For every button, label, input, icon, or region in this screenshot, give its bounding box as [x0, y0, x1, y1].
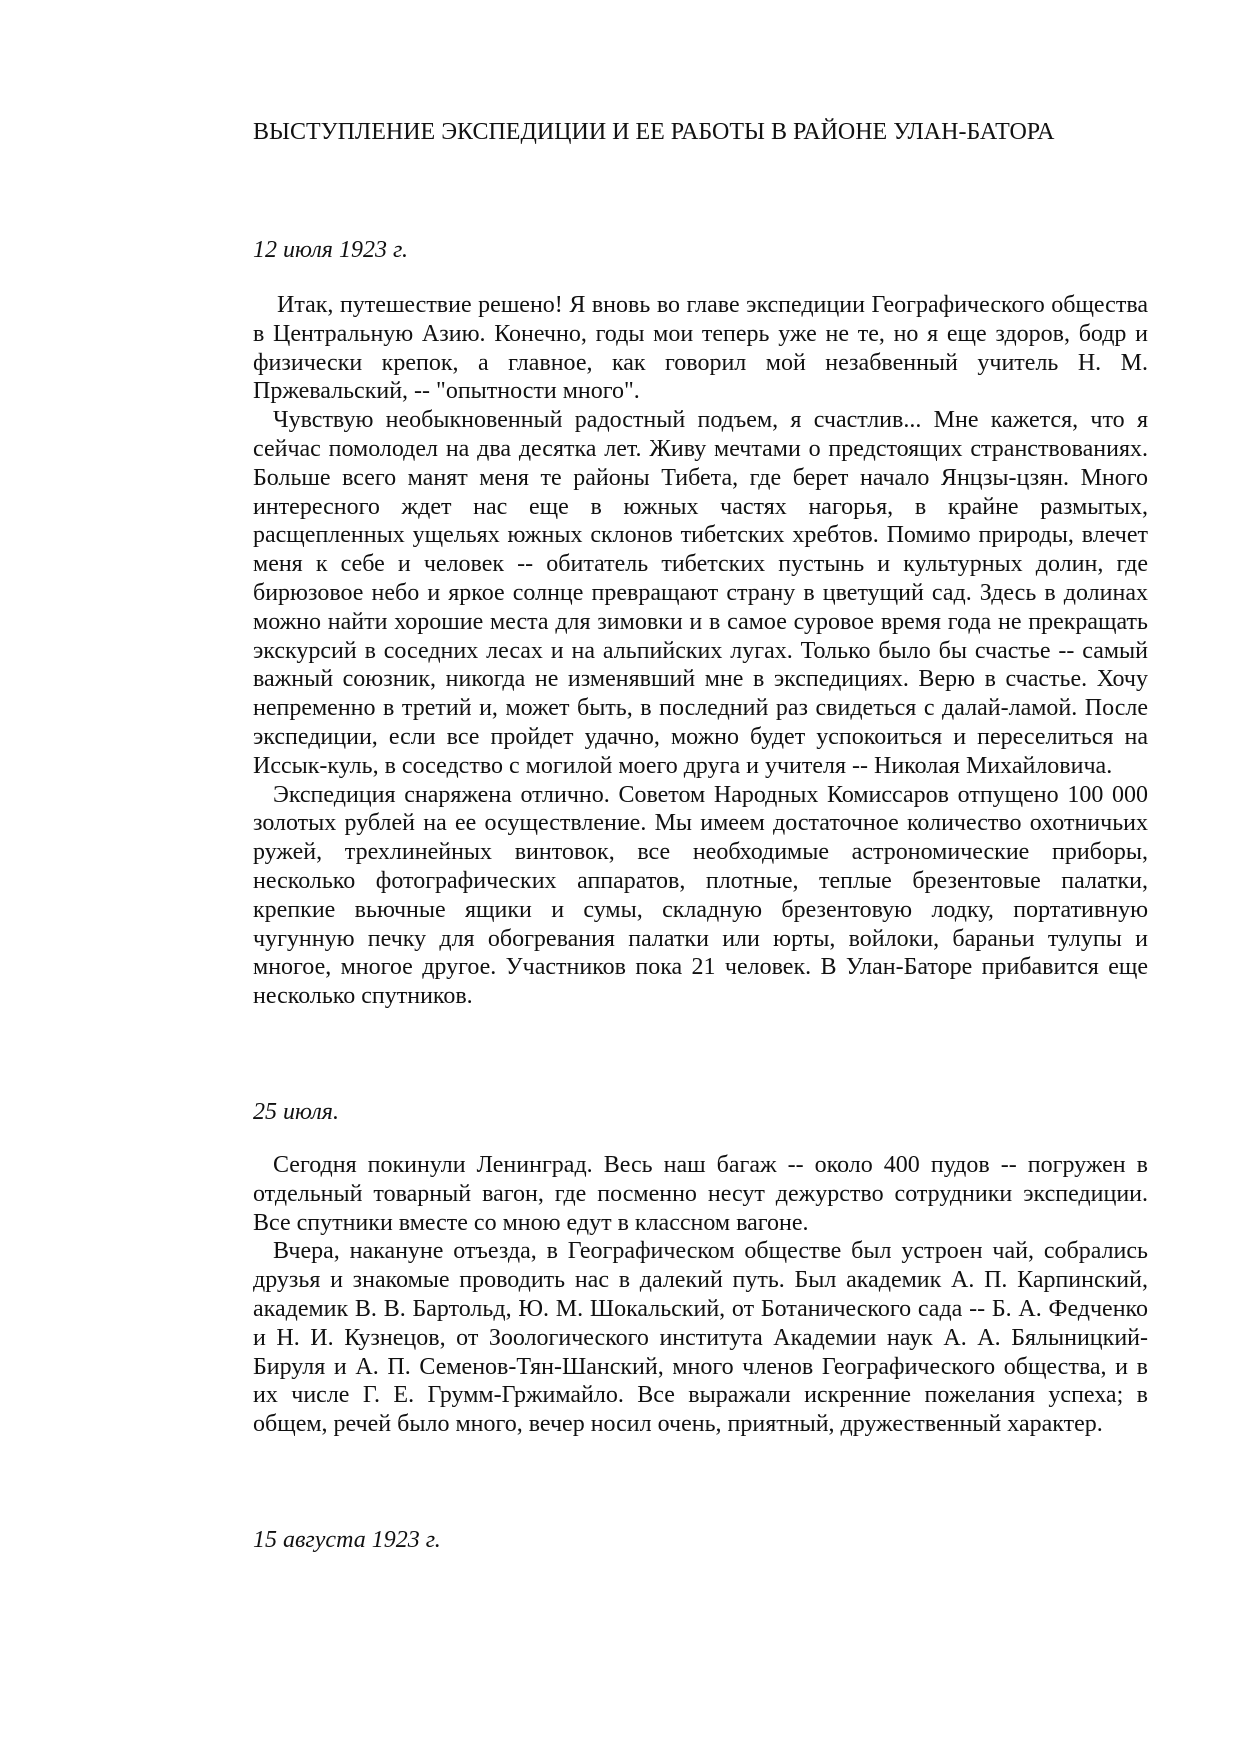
paragraph: Итак, путешествие решено! Я вновь во главе экспедиции Географического общества в Центральную Азию. Конечно, годы мои теперь уже не те, но я еще здоров, бодр и физически крепок, а главное, как говорил мой незабвенный учитель Н. М. Пржевальский, -- "опытности много".: [253, 292, 1148, 405]
paragraph: Сегодня покинули Ленинград. Весь наш багаж -- около 400 пудов -- погружен в отдельный товарный вагон, где посменно несут дежурство сотрудники экспедиции. Все спутники вместе со мною едут в классном вагоне.: [253, 1152, 1148, 1236]
paragraph: Экспедиция снаряжена отлично. Советом Народных Комиссаров отпущено 100 000 золотых рублей на ее осуществление. Мы имеем достаточное количество охотничьих ружей, трехлинейных винтовок, все необходимые астрономические приборы, несколько фотографических аппаратов, плотные, теплые брезентовые палатки, крепкие вьючные ящики и сумы, складную брезентовую лодку, портативную чугунную печку для обогревания палатки или юрты, войлоки, бараньи тулупы и многое, многое другое. Участников пока 21 человек. В Улан-Баторе прибавится еще несколько спутников.: [253, 781, 1148, 1010]
paragraph: Вчера, накануне отъезда, в Географическом обществе был устроен чай, собрались друзья и знакомые проводить нас в далекий путь. Был академик А. П. Карпинский, академик В. В. Бартольд, Ю. М. Шокальский, от Ботанического сада -- Б. А. Федченко и Н. И. Кузнецов, от Зоологического института Академии наук А. А. Бялыницкий-Бируля и А. П. Семенов-Тян-Шанский, много членов Географического общества, и в их числе Г. Е. Грумм-Гржимайло. Все выражали искренние пожелания успеха; в общем, речей было много, вечер носил очень, приятный, дружественный характер.: [253, 1238, 1148, 1438]
paragraph: Чувствую необыкновенный радостный подъем, я счастлив... Мне кажется, что я сейчас помолодел на два десятка лет. Живу мечтами о предстоящих странствованиях. Больше всего манят меня те районы Тибета, где берет начало Янцзы-цзян. Много интересного ждет нас еще в южных частях нагорья, в крайне размытых, расщепленных ущельях южных склонов тибетских хребтов. Помимо природы, влечет меня к себе и человек -- обитатель тибетских пустынь и культурных долин, где бирюзовое небо и яркое солнце превращают страну в цветущий сад. Здесь в долинах можно найти хорошие места для зимовки и в самое суровое время года не прекращать экскурсий в соседних лесах и на альпийских лугах. Только было бы счастье -- самый важный союзник, никогда не изменявший мне в экспедициях. Верю в счастье. Хочу непременно в третий и, может быть, в последний раз свидеться с далай-ламой. После экспедиции, если все пройдет удачно, можно будет успокоиться и переселиться на Иссык-куль, в соседство с могилой моего друга и учителя -- Николая Михайловича.: [253, 407, 1148, 779]
entry-body: [253, 291, 1148, 1011]
entry-date: 25 июля.: [253, 1099, 339, 1125]
entry-date: 15 августа 1923 г.: [253, 1527, 441, 1553]
entry-body: [253, 1151, 1148, 1439]
chapter-title: ВЫСТУПЛЕНИЕ ЭКСПЕДИЦИИ И ЕЕ РАБОТЫ В РАЙОНЕ УЛАН-БАТОРА: [253, 119, 1055, 145]
entry-date: 12 июля 1923 г.: [253, 237, 408, 263]
